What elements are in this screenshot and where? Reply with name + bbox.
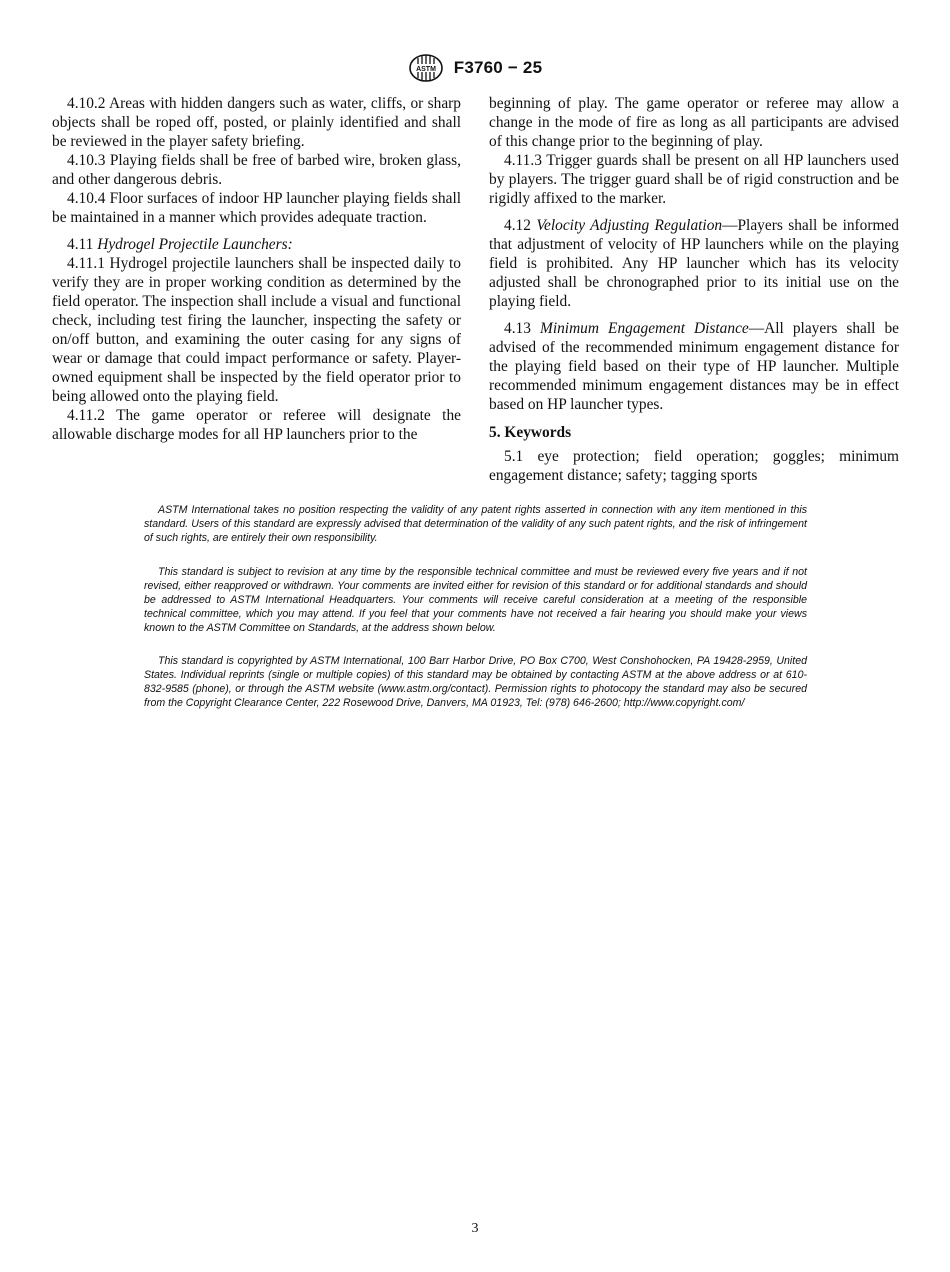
revision-notice: This standard is subject to revision at any time by the responsible technical committee and must be reviewed every five years and if not revised, either reapproved or withdrawn. Your comments are invited either for revision of this standard or for additional standards and should be addressed to ASTM International Headquarters. Your comments will receive careful consideration at a meeting of the responsible technical committee, which you may attend. If you feel that your comments have not received a fair hearing you should make your views known to the ASTM Committee on Standards, at the address shown below. (144, 566, 807, 634)
paragraph-5-1 (489, 447, 899, 485)
section-number: 4.13 (504, 320, 531, 337)
page-header (0, 53, 950, 83)
section-number: 4.10.2 (67, 95, 106, 112)
section-number: 5.1 (504, 448, 524, 465)
paragraph-4-11 (52, 235, 461, 254)
section-number: 4.11.2 (67, 407, 105, 424)
standard-designation: F3760 − 25 (453, 58, 543, 77)
paragraph-text: Trigger guards shall be present on all HP launchers used by players. The trigger guard shall be of rigid construction and be rigidly affixed to the marker. (489, 152, 899, 207)
paragraph-text: Areas with hidden dangers such as water, cliffs, or sharp objects shall be roped off, posted, or plainly identified and shall be reviewed in the player safety briefing. (52, 95, 461, 150)
section-number: 4.12 (504, 217, 531, 234)
section-number: 4.10.4 (67, 190, 106, 207)
paragraph-text: eye protection; field operation; goggles; minimum engagement distance; safety; tagging sports (489, 448, 899, 484)
paragraph-text: The game operator or referee will designate the allowable discharge modes for all HP launchers prior to the (52, 407, 461, 443)
paragraph-text: Hydrogel projectile launchers shall be inspected daily to verify they are in proper working condition as determined by the field operator. The inspection shall include a visual and functional check, including test firing the launcher, inspecting the safety or on/off button, and examining the outer casing for any signs of wear or damage that could impact performance or safety. Player-owned equipment shall be inspected by the field operator prior to being allowed onto the playing field. (52, 255, 461, 405)
svg-text:ASTM: ASTM (415, 66, 436, 73)
paragraph-4-10-4 (52, 189, 461, 227)
section-title: Minimum Engagement Distance (540, 320, 749, 337)
paragraph-4-11-1 (52, 254, 461, 406)
page-number: 3 (471, 1221, 479, 1236)
paragraph-4-11-2-continued: beginning of play. The game operator or referee may allow a change in the mode of fire as long as all participants are advised of this change prior to the beginning of play. (489, 95, 899, 150)
paragraph-text: —All players shall be advised of the recommended minimum engagement distance for the playing field based on their type of HP launcher. Multiple recommended minimum engagement distances may be in effect based on HP launcher types. (489, 320, 900, 413)
astm-logo-icon (408, 53, 444, 83)
section-heading-keywords: 5. Keywords (489, 424, 572, 441)
section-number: 4.11 (67, 236, 94, 253)
section-title: Hydrogel Projectile Launchers: (97, 236, 293, 253)
section-number: 4.10.3 (67, 152, 106, 169)
paragraph-4-11-3 (489, 151, 899, 208)
copyright-notice: This standard is copyrighted by ASTM International, 100 Barr Harbor Drive, PO Box C700, West Conshohocken, PA 19428-2959, United States. Individual reprints (single or multiple copies) of this standard may be obtained by contacting ASTM at the above address or at 610-832-9585 (phone), or through the ASTM website (www.astm.org/contact). Permission rights to photocopy the standard may also be secured from the Copyright Clearance Center, 222 Rosewood Drive, Danvers, MA 01923, Tel: (978) 646-2600; http://www.copyright.com/ (144, 655, 807, 709)
section-number: 4.11.3 (504, 152, 542, 169)
paragraph-4-10-3 (52, 151, 461, 189)
paragraph-text: —Players shall be informed that adjustment of velocity of HP launchers while on the playing field is prohibited. Any HP launcher which has its velocity adjusted shall be chronographed prior to its initial use on the playing field. (489, 217, 899, 310)
patent-notice: ASTM International takes no position respecting the validity of any patent rights asserted in connection with any item mentioned in this standard. Users of this standard are expressly advised that determination of the validity of any such patent rights, and the risk of infringement of such rights, are entirely their own responsibility. (144, 504, 807, 544)
paragraph-4-10-2 (52, 94, 461, 151)
paragraph-4-11-2 (52, 406, 461, 444)
paragraph-text: Playing fields shall be free of barbed wire, broken glass, and other dangerous debris. (52, 152, 461, 188)
section-number: 4.11.1 (67, 255, 105, 272)
right-column (489, 94, 899, 485)
paragraph-4-12 (489, 216, 899, 311)
left-column (52, 94, 461, 444)
section-title: Velocity Adjusting Regulation (536, 217, 723, 234)
paragraph-4-13 (489, 319, 899, 414)
paragraph-text: Floor surfaces of indoor HP launcher playing fields shall be maintained in a manner which provides adequate traction. (52, 190, 461, 226)
